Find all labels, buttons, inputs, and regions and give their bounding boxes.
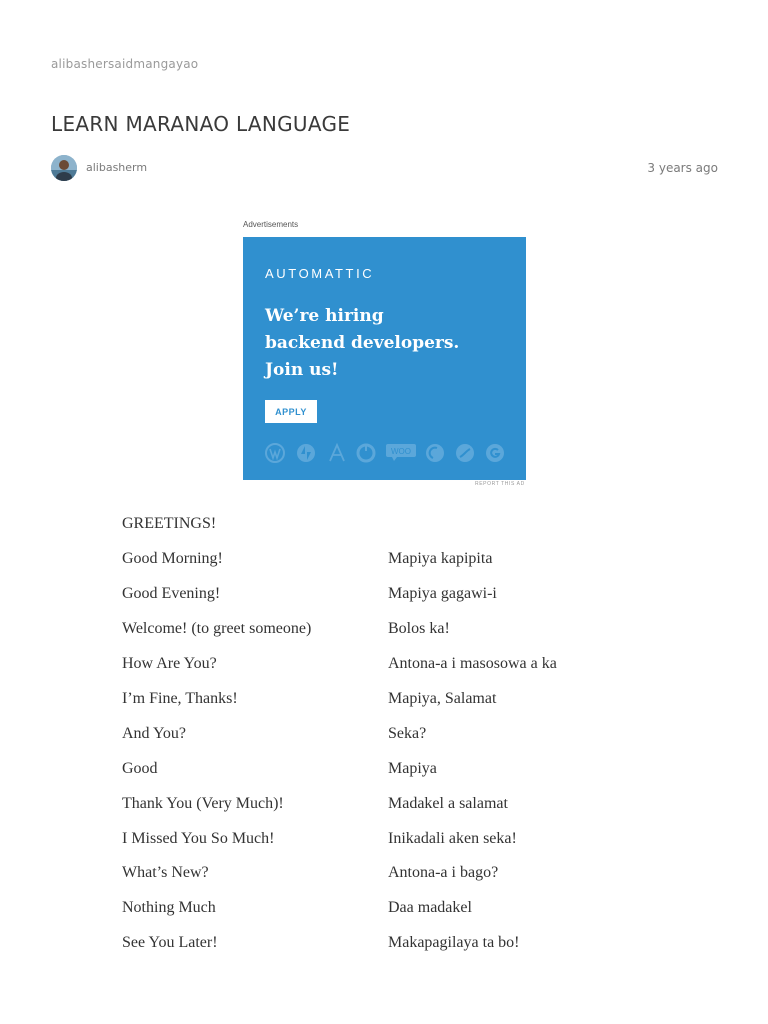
english-phrase: How Are You? xyxy=(122,655,217,672)
ad-headline-line: backend developers. xyxy=(265,333,460,353)
english-phrase: Good Morning! xyxy=(122,550,223,567)
post-title: LEARN MARANAO LANGUAGE xyxy=(51,112,351,136)
english-phrase: See You Later! xyxy=(122,934,218,951)
ad-product-icons xyxy=(265,443,515,467)
ad-brand-logo: AUTOMATTIC xyxy=(265,266,375,281)
ad-headline-line: We’re hiring xyxy=(265,306,384,326)
english-phrase: Nothing Much xyxy=(122,899,216,916)
ad-banner[interactable] xyxy=(243,237,526,480)
phrase-row xyxy=(122,795,662,819)
phrase-row xyxy=(122,864,662,888)
english-phrase: And You? xyxy=(122,725,187,742)
maranao-phrase: Madakel a salamat xyxy=(388,795,508,812)
advertisements-label: Advertisements xyxy=(243,220,299,229)
maranao-phrase: Mapiya, Salamat xyxy=(388,690,497,707)
section-heading: GREETINGS! xyxy=(122,515,217,532)
jetpack-icon xyxy=(296,443,316,463)
ad-headline xyxy=(265,303,515,384)
english-phrase: Thank You (Very Much)! xyxy=(122,795,284,812)
maranao-phrase: Seka? xyxy=(388,725,427,742)
phrase-row xyxy=(122,585,662,609)
report-ad-link[interactable]: REPORT THIS AD xyxy=(475,481,525,487)
phrase-row xyxy=(122,550,662,574)
author-name[interactable]: alibasherm xyxy=(86,161,148,174)
maranao-phrase: Mapiya kapipita xyxy=(388,550,493,567)
english-phrase: I’m Fine, Thanks! xyxy=(122,690,238,707)
ad-apply-button[interactable]: APPLY xyxy=(265,400,317,423)
english-phrase: I Missed You So Much! xyxy=(122,830,275,847)
simplenote-icon xyxy=(425,443,445,463)
phrase-row xyxy=(122,899,662,923)
english-phrase: What’s New? xyxy=(122,864,209,881)
maranao-phrase: Daa madakel xyxy=(388,899,472,916)
maranao-phrase: Bolos ka! xyxy=(388,620,450,637)
wordpress-icon xyxy=(265,443,285,463)
post-meta xyxy=(51,155,718,183)
woocommerce-icon xyxy=(386,443,416,461)
phrase-row xyxy=(122,690,662,714)
english-phrase: Good xyxy=(122,760,158,777)
phrase-row xyxy=(122,830,662,854)
maranao-phrase: Antona-a i bago? xyxy=(388,864,499,881)
phrase-row xyxy=(122,725,662,749)
longreads-icon xyxy=(455,443,475,463)
author-avatar[interactable] xyxy=(51,155,77,181)
maranao-phrase: Mapiya gagawi-i xyxy=(388,585,497,602)
maranao-phrase: Inikadali aken seka! xyxy=(388,830,517,847)
maranao-phrase: Antona-a i masosowa a ka xyxy=(388,655,557,672)
ad-headline-line: Join us! xyxy=(265,360,339,380)
english-phrase: Welcome! (to greet someone) xyxy=(122,620,312,637)
akismet-icon xyxy=(327,443,347,463)
english-phrase: Good Evening! xyxy=(122,585,221,602)
maranao-phrase: Makapagilaya ta bo! xyxy=(388,934,520,951)
site-title-link[interactable]: alibashersaidmangayao xyxy=(51,57,199,71)
post-date: 3 years ago xyxy=(647,161,718,175)
gravatar-icon xyxy=(485,443,505,463)
vaultpress-icon xyxy=(356,443,376,463)
maranao-phrase: Mapiya xyxy=(388,760,437,777)
phrase-row xyxy=(122,655,662,679)
svg-text:WOO: WOO xyxy=(391,447,411,456)
phrase-row xyxy=(122,620,662,644)
phrase-row xyxy=(122,934,662,958)
phrase-row xyxy=(122,760,662,784)
